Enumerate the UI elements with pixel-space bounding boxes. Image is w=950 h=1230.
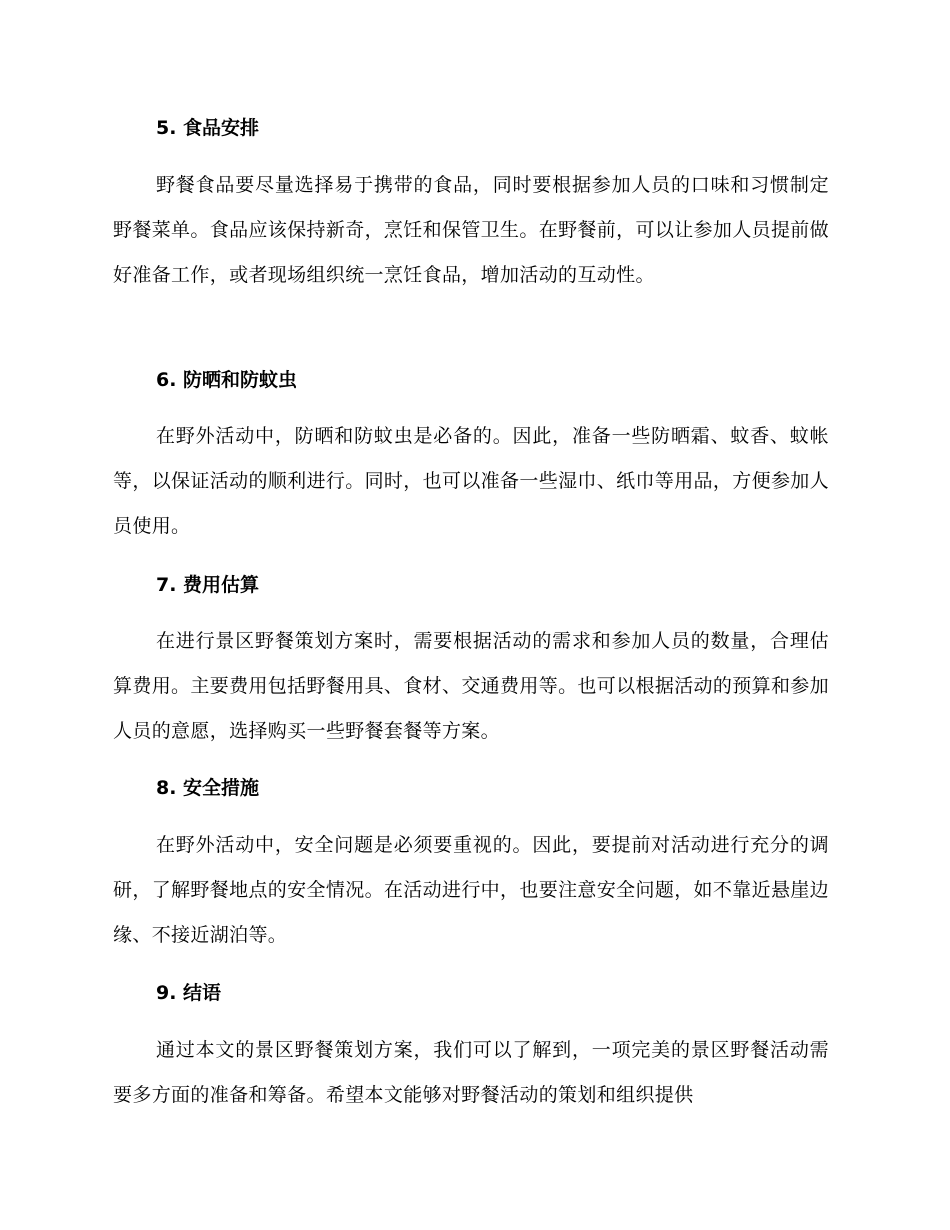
section-body-safety: 在野外活动中，安全问题是必须要重视的。因此，要提前对活动进行充分的调研，了解野餐地点的安全情况。在活动进行中，也要注意安全问题，如不靠近悬崖边缘、不接近湖泊等。 bbox=[113, 834, 829, 946]
section-heading-conclusion: 9. 结语 bbox=[156, 982, 222, 1004]
section-body-food: 野餐食品要尽量选择易于携带的食品，同时要根据参加人员的口味和习惯制定野餐菜单。食品应该保持新奇，烹饪和保管卫生。在野餐前，可以让参加人员提前做好准备工作，或者现场组织统一烹饪食品，增加活动的互动性。 bbox=[113, 174, 829, 286]
section-body-sun-insect: 在野外活动中，防晒和防蚊虫是必备的。因此，准备一些防晒霜、蚊香、蚊帐等，以保证活动的顺利进行。同时，也可以准备一些湿巾、纸巾等用品，方便参加人员使用。 bbox=[113, 425, 829, 537]
section-heading-cost: 7. 费用估算 bbox=[156, 574, 260, 596]
section-heading-sun-insect: 6. 防晒和防蚊虫 bbox=[156, 369, 298, 391]
section-body-cost: 在进行景区野餐策划方案时，需要根据活动的需求和参加人员的数量，合理估算费用。主要费用包括野餐用具、食材、交通费用等。也可以根据活动的预算和参加人员的意愿，选择购买一些野餐套餐等方案。 bbox=[113, 630, 829, 742]
section-heading-safety: 8. 安全措施 bbox=[156, 777, 260, 799]
section-heading-food: 5. 食品安排 bbox=[156, 117, 260, 139]
section-body-conclusion: 通过本文的景区野餐策划方案，我们可以了解到，一项完美的景区野餐活动需要多方面的准备和筹备。希望本文能够对野餐活动的策划和组织提供 bbox=[113, 1039, 829, 1106]
